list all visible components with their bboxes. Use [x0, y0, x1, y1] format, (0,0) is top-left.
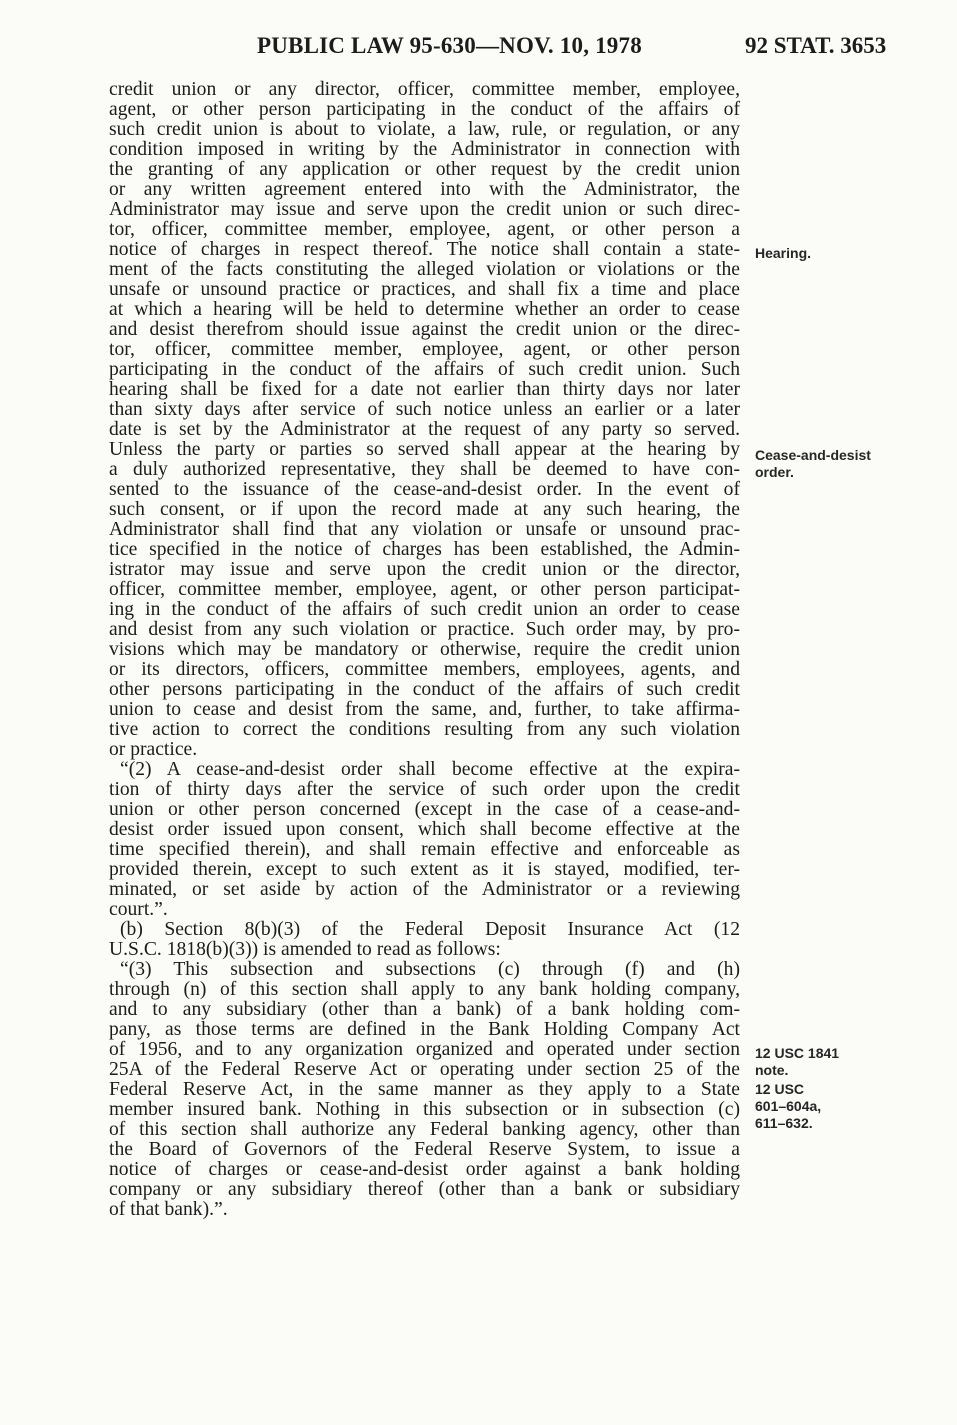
text-line: pany, as those terms are defined in the Bank Holding Company Act	[109, 1019, 740, 1040]
text-line: tor, officer, committee member, employee, agent, or other person a	[109, 219, 740, 240]
text-line: ment of the facts constituting the alleged violation or violations or the	[109, 259, 740, 280]
text-line: such credit union is about to violate, a law, rule, or regulation, or any	[109, 119, 740, 140]
text-line: a duly authorized representative, they shall be deemed to have con-	[109, 459, 740, 480]
margin-note-label: Cease-and-desist	[755, 447, 871, 463]
text-line: or its directors, officers, committee members, employees, agents, and	[109, 659, 740, 680]
margin-note-label: 601–604a,	[755, 1098, 822, 1114]
text-line: other persons participating in the conduct of the affairs of such credit	[109, 679, 740, 700]
text-line: than sixty days after service of such notice unless an earlier or a later	[109, 399, 740, 420]
text-line: 25A of the Federal Reserve Act or operating under section 25 of the	[109, 1059, 740, 1080]
text-line: visions which may be mandatory or otherwise, require the credit union	[109, 639, 740, 660]
text-line: at which a hearing will be held to determine whether an order to cease	[109, 299, 740, 320]
text-line: tice specified in the notice of charges has been established, the Admin-	[109, 539, 740, 560]
text-line: “(3) This subsection and subsections (c) through (f) and (h)	[120, 959, 740, 980]
text-line: credit union or any director, officer, committee member, employee,	[109, 79, 740, 100]
margin-note-label: order.	[755, 464, 794, 480]
text-line: ing in the conduct of the affairs of such credit union an order to cease	[109, 599, 740, 620]
text-line: tive action to correct the conditions resulting from any such violation	[109, 719, 740, 740]
text-line: istrator may issue and serve upon the credit union or the director,	[109, 559, 740, 580]
text-line: the Board of Governors of the Federal Reserve System, to issue a	[109, 1139, 740, 1160]
text-line: notice of charges in respect thereof. The notice shall contain a state-	[109, 239, 740, 260]
text-line: time specified therein), and shall remain effective and enforceable as	[109, 839, 740, 860]
text-line: participating in the conduct of the affairs of such credit union. Such	[109, 359, 740, 380]
text-line: sented to the issuance of the cease-and-desist order. In the event of	[109, 479, 740, 500]
text-line: of 1956, and to any organization organized and operated under section	[109, 1039, 740, 1060]
margin-note-cease-and-desist	[755, 447, 871, 481]
text-line: date is set by the Administrator at the request of any party so served.	[109, 419, 740, 440]
text-line: Administrator may issue and serve upon the credit union or such direc-	[109, 199, 740, 220]
text-line: Unless the party or parties so served shall appear at the hearing by	[109, 439, 740, 460]
page-header-stat: 92 STAT. 3653	[745, 33, 887, 58]
text-line: unsafe or unsound practice or practices, and shall fix a time and place	[109, 279, 740, 300]
text-line: provided therein, except to such extent as it is stayed, modified, ter-	[109, 859, 740, 880]
text-line: Administrator shall find that any violation or unsafe or unsound prac-	[109, 519, 740, 540]
text-line: notice of charges or cease-and-desist order against a bank holding	[109, 1159, 740, 1180]
margin-note-hearing	[755, 245, 811, 262]
text-line: such consent, or if upon the record made at any such hearing, the	[109, 499, 740, 520]
text-line: of that bank).”.	[109, 1199, 228, 1220]
text-line: Federal Reserve Act, in the same manner as they apply to a State	[109, 1079, 740, 1100]
text-line: member insured bank. Nothing in this subsection or in subsection (c)	[109, 1099, 740, 1120]
margin-note-label: note.	[755, 1062, 789, 1078]
text-line: or any written agreement entered into with the Administrator, the	[109, 179, 740, 200]
text-line: the granting of any application or other request by the credit union	[109, 159, 740, 180]
margin-note-12-usc-601	[755, 1081, 821, 1132]
text-line: hearing shall be fixed for a date not earlier than thirty days nor later	[109, 379, 740, 400]
page-header-title: PUBLIC LAW 95-630—NOV. 10, 1978	[257, 33, 642, 58]
text-line: (b) Section 8(b)(3) of the Federal Deposit Insurance Act (12	[120, 919, 740, 940]
text-line: condition imposed in writing by the Administrator in connection with	[109, 139, 740, 160]
text-line: and desist from any such violation or practice. Such order may, by pro-	[109, 619, 740, 640]
body-text	[109, 80, 740, 1220]
text-line: officer, committee member, employee, agent, or other person participat-	[109, 579, 740, 600]
text-line: union to cease and desist from the same, and, further, to take affirma-	[109, 699, 740, 720]
text-line: company or any subsidiary thereof (other than a bank or subsidiary	[109, 1179, 740, 1200]
text-line: and to any subsidiary (other than a bank) of a bank holding com-	[109, 999, 740, 1020]
text-line: or practice.	[109, 739, 198, 760]
text-line: “(2) A cease-and-desist order shall become effective at the expira-	[120, 759, 740, 780]
text-line: agent, or other person participating in the conduct of the affairs of	[109, 99, 740, 120]
text-line: through (n) of this section shall apply to any bank holding company,	[109, 979, 740, 1000]
text-line: U.S.C. 1818(b)(3)) is amended to read as follows:	[109, 939, 501, 960]
text-line: of this section shall authorize any Federal banking agency, other than	[109, 1119, 740, 1140]
text-line: tion of thirty days after the service of such order upon the credit	[109, 779, 740, 800]
text-line: union or other person concerned (except in the case of a cease-and-	[109, 799, 740, 820]
margin-note-label: 12 USC	[755, 1081, 805, 1097]
margin-note-label: 12 USC 1841	[755, 1045, 840, 1061]
margin-note-label: 611–632.	[755, 1115, 813, 1131]
margin-note-12-usc-1841	[755, 1045, 839, 1079]
text-line: and desist therefrom should issue against the credit union or the direc-	[109, 319, 740, 340]
text-line: court.”.	[109, 899, 168, 920]
margin-note-label: Hearing.	[755, 245, 812, 261]
text-line: tor, officer, committee member, employee, agent, or other person	[109, 339, 740, 360]
text-line: minated, or set aside by action of the Administrator or a reviewing	[109, 879, 740, 900]
text-line: desist order issued upon consent, which shall become effective at the	[109, 819, 740, 840]
